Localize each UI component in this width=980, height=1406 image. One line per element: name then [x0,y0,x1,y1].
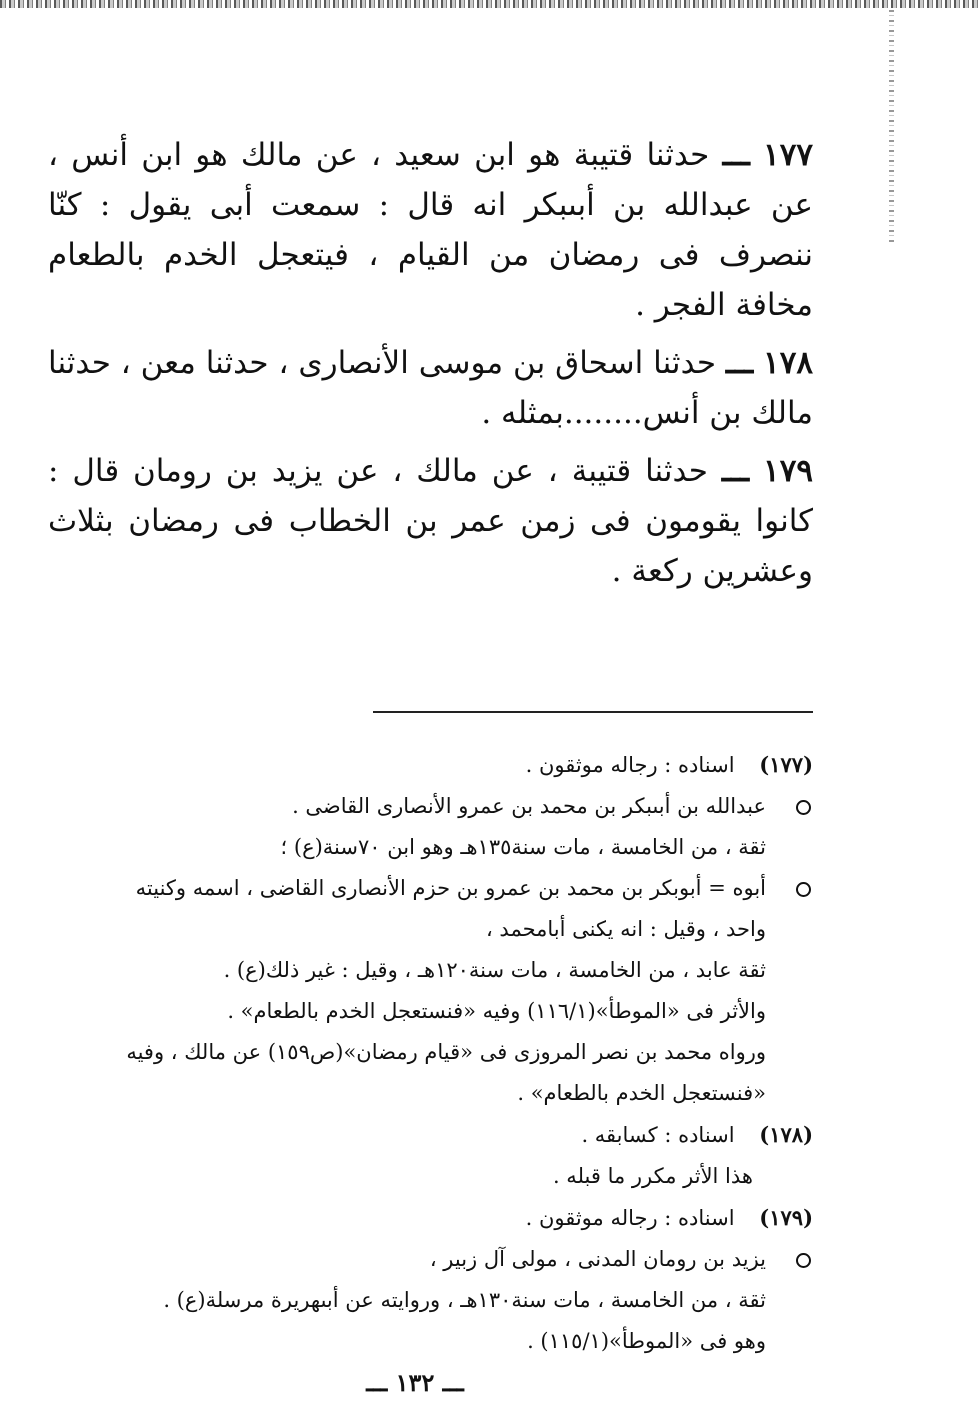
note-heading-text: اسناده : رجاله موثقون . [525,1206,735,1230]
scan-top-edge [0,0,980,8]
hadith-number: ١٧٨ [763,345,813,381]
note-line: ثقة ، من الخامسة ، مات سنة١٣٥هـ وهو ابن ٧٠سنة(ع) ؛ [280,835,766,859]
hadith-number: ١٧٧ [763,137,813,173]
note-177-bullet-2 [48,868,813,1114]
note-line: يزيد بن رومان المدنى ، مولى آل زبير ، [429,1247,766,1271]
note-heading-text: اسناده : رجاله موثقون . [525,753,735,777]
note-178-head [48,1114,813,1156]
hadith-text: حدثنا قتيبة ، عن مالك ، عن يزيد بن رومان قال : كانوا يقومون فى زمن عمر بن الخطاب فى رمضان بثلاث وعشرين ركعة . [48,453,813,589]
circle-bullet-icon [796,800,811,815]
note-line: ورواه محمد بن نصر المروزى فى «قيام رمضان»(ص١٥٩) عن مالك ، وفيه [126,1040,766,1064]
note-177-bullet-1 [48,786,813,868]
note-line: والأثر فى «الموطأ»(١١٦/١) وفيه «فنستعجل الخدم بالطعام» . [227,999,766,1023]
dash: ـــ [725,345,754,381]
note-178-body [48,1156,813,1197]
note-number: (١٧٩) [759,1205,813,1230]
scan-right-edge [889,10,894,245]
dash: ـــ [722,137,750,173]
note-177-head [48,744,813,786]
main-text [48,130,813,604]
note-line: عبدالله بن أبىبكر بن محمد بن عمرو الأنصارى القاضى . [292,794,766,818]
note-line: واحد ، وقيل : انه يكنى أبامحمد ، [485,917,766,941]
note-179-head [48,1197,813,1239]
note-heading-text: اسناده : كسابقه . [581,1123,735,1147]
circle-bullet-icon [796,1253,811,1268]
circle-bullet-icon [796,882,811,897]
note-number: (١٧٨) [759,1122,813,1147]
note-line: أبوه = أبوبكر بن محمد بن عمرو بن حزم الأنصارى القاضى ، اسمه وكنيته [135,876,766,900]
note-line: «فنستعجل الخدم بالطعام» . [517,1081,766,1105]
dash: ـــ [721,453,750,489]
footnote-separator [373,711,813,713]
note-line: وهو فى «الموطأ»(١١٥/١) . [527,1329,766,1353]
footnotes [48,744,813,1362]
hadith-178 [48,338,813,438]
hadith-number: ١٧٩ [763,453,813,489]
hadith-text: حدثنا قتيبة هو ابن سعيد ، عن مالك هو ابن أنس ، عن عبدالله بن أبىبكر انه قال : سمعت أبى يقول : كنّا ننصرف فى رمضان من القيام ، فيتعجل الخدم بالطعام مخافة الفجر . [48,137,813,323]
note-179-bullet-1 [48,1239,813,1362]
note-line: ثقة ، من الخامسة ، مات سنة١٣٠هـ ، وروايته عن أبىهريرة مرسلة(ع) . [163,1288,766,1312]
note-number: (١٧٧) [759,752,813,777]
note-line: ثقة عابد ، من الخامسة ، مات سنة١٢٠هـ ، وقيل : غير ذلك(ع) . [223,958,766,982]
hadith-177 [48,130,813,330]
note-line: هذا الأثر مكرر ما قبله . [552,1164,753,1188]
hadith-179 [48,446,813,596]
hadith-text: حدثنا اسحاق بن موسى الأنصارى ، حدثنا معن ، حدثنا مالك بن أنس........بمثله . [48,345,813,431]
page-number: ـــ ١٣٢ ـــ [366,1368,464,1397]
